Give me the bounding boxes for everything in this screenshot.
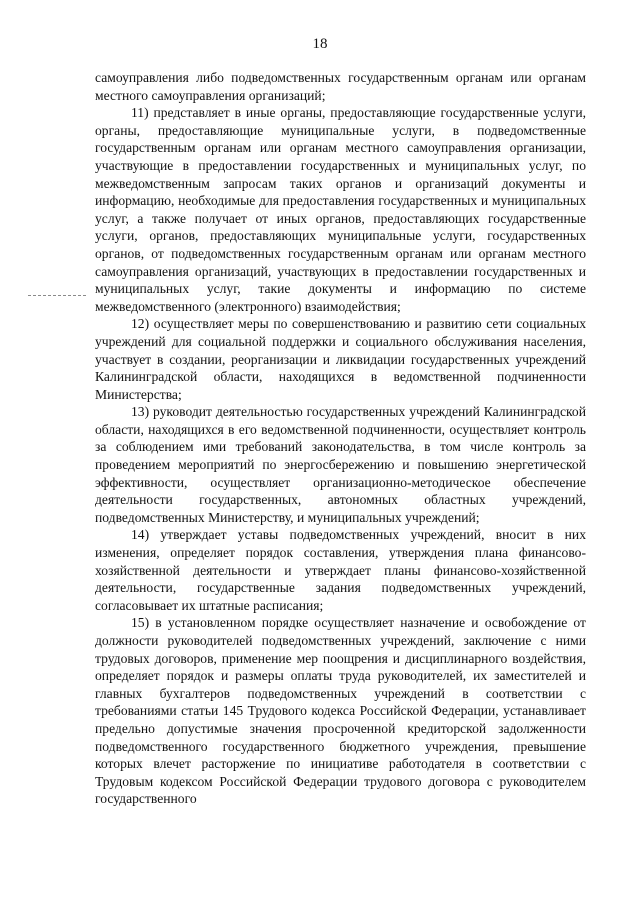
page-number: 18 [312,36,328,52]
paragraph-item-12: 12) осуществляет меры по совершенствованию и развитию сети социальных учреждений для социальной поддержки и социального обслуживания населения, участвует в создании, реорганизации и ликвидации государственных учреждений Калининградской области, находящихся в ведомственной подчиненности Министерства; [95,316,586,402]
paragraph-item-11: 11) представляет в иные органы, предоставляющие государственные услуги, органы, предоставляющие муниципальные услуги, в подведомственные государственным органам или органам местного самоуправления организации, участвующие в предоставлении государственных и муниципальных услуг, по межведомственным запросам таких органов и организаций документы и информацию, необходимые для предоставления государственных и муниципальных услуг, а также получает от иных органов, предоставляющих государственные услуги, органов, предоставляющих муниципальные услуги, государственных органов, от подведомственных государственным органам или органам местного самоуправления организаций, участвующих в предоставлении государственных и муниципальных услуг, такие документы и информацию по системе межведомственного (электронного) взаимодействия; [95,105,586,314]
paragraph-item-15: 15) в установленном порядке осуществляет назначение и освобождение от должности руководителей подведомственных учреждений, заключение с ними трудовых договоров, применение мер поощрения и дисциплинарного воздействия, определяет порядок и размеры оплаты труда руководителей, их заместителей и главных бухгалтеров подведомственных учреждений в соответствии с требованиями статьи 145 Трудового кодекса Российской Федерации, устанавливает предельно допустимые значения просроченной кредиторской задолженности подведомственного государственного бюджетного учреждения, превышение которых влечет расторжение по инициативе работодателя в соответствии с Трудовым кодексом Российской Федерации трудового договора с руководителем государственного [95,615,586,807]
margin-scan-mark [28,295,86,296]
paragraph-continuation: самоуправления либо подведомственных государственным органам или органам местного самоуправления организаций; [95,70,586,103]
document-body [95,69,586,808]
paragraph-item-14: 14) утверждает уставы подведомственных учреждений, вносит в них изменения, определяет порядок составления, утверждения плана финансово-хозяйственной деятельности и утверждает планы финансово-хозяйственной деятельности, государственные задания подведомственных учреждений, согласовывает их штатные расписания; [95,527,586,613]
paragraph-item-13: 13) руководит деятельностью государственных учреждений Калининградской области, находящихся в его ведомственной подчиненности, осуществляет контроль за соблюдением ими требований законодательства, в том числе контроль за проведением мероприятий по энергосбережению и повышению энергетической эффективности, осуществляет организационно-методическое обеспечение деятельности государственных, автономных областных учреждений, подведомственных Министерству, и муниципальных учреждений; [95,404,586,525]
